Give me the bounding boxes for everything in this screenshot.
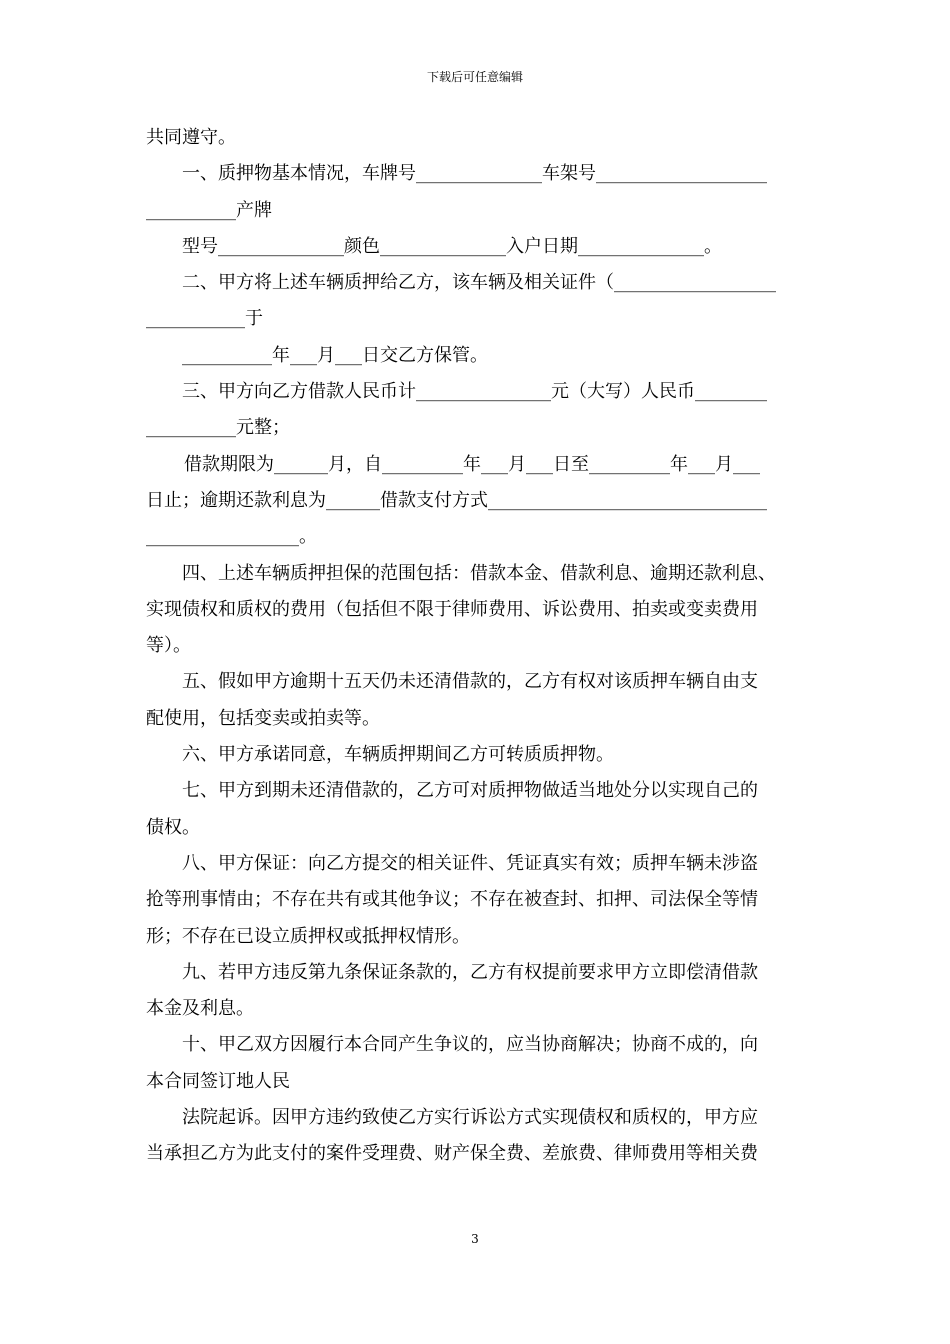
text-line: 日止；逾期还款利息为______借款支付方式_______________________________ [146, 489, 767, 511]
clause-1-line: 一、质押物基本情况，车牌号______________车架号___________________ [182, 163, 767, 185]
clause-7-line: 七、甲方到期未还清借款的，乙方可对质押物做适当地处分以实现自己的 [182, 780, 758, 802]
clause-4-line: 四、上述车辆质押担保的范围包括：借款本金、借款利息、逾期还款利息、 [182, 562, 776, 584]
text-line: 等）。 [146, 635, 191, 657]
text-line: __________元整； [146, 417, 290, 439]
text-line: 实现债权和质权的费用（包括但不限于律师费用、诉讼费用、拍卖或变卖费用 [146, 598, 758, 620]
text-line: 本合同签订地人民 [146, 1070, 290, 1092]
text-line: 形；不存在已设立质押权或抵押权情形。 [146, 925, 470, 947]
text-line: 当承担乙方为此支付的案件受理费、财产保全费、差旅费、律师费用等相关费 [146, 1143, 758, 1165]
clause-9-line: 九、若甲方违反第九条保证条款的，乙方有权提前要求甲方立即偿清借款 [182, 961, 758, 983]
text-line: 法院起诉。因甲方违约致使乙方实行诉讼方式实现债权和质权的，甲方应 [182, 1107, 758, 1129]
clause-10-line: 十、甲乙双方因履行本合同产生争议的，应当协商解决；协商不成的，向 [182, 1034, 758, 1056]
text-line: __________产牌 [146, 199, 272, 221]
page-header-note: 下载后可任意编辑 [426, 70, 523, 84]
loan-term-line: 借款期限为______月，自_________年___月___日至_________年___月___ [184, 453, 760, 475]
clause-8-line: 八、甲方保证：向乙方提交的相关证件、凭证真实有效；质押车辆未涉盗 [182, 852, 758, 874]
text-line: 债权。 [146, 816, 200, 838]
page-number: 3 [471, 1232, 479, 1246]
contract-body [146, 120, 808, 1173]
text-line: 抢等刑事情由；不存在共有或其他争议；不存在被查封、扣押、司法保全等情 [146, 889, 758, 911]
clause-6-line: 六、甲方承诺同意，车辆质押期间乙方可转质质押物。 [182, 744, 614, 766]
text-line: ___________于 [146, 308, 263, 330]
text-line: __________年___月___日交乙方保管。 [182, 344, 488, 366]
clause-5-line: 五、假如甲方逾期十五天仍未还清借款的，乙方有权对该质押车辆自由支 [182, 671, 758, 693]
clause-3-line: 三、甲方向乙方借款人民币计_______________元（大写）人民币________ [182, 381, 767, 403]
text-line: 本金及利息。 [146, 998, 254, 1020]
clause-2-line: 二、甲方将上述车辆质押给乙方，该车辆及相关证件（__________________ [182, 272, 776, 294]
text-line: 型号______________颜色______________入户日期______________。 [182, 235, 722, 257]
text-line: 配使用，包括变卖或拍卖等。 [146, 707, 380, 729]
text-line: 共同遵守。 [146, 127, 236, 148]
text-line: _________________。 [146, 526, 317, 548]
